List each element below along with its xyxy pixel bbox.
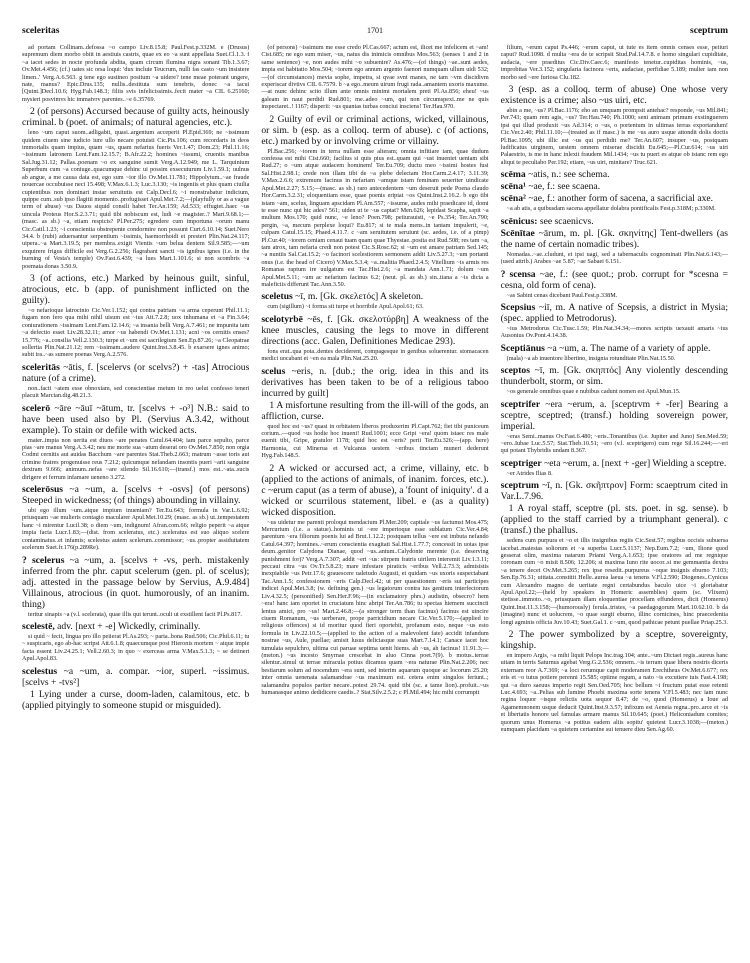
headword: sceletus — [261, 291, 293, 303]
sense-definition: 3 (esp. as a colloq. term of abuse) One whose very existence is a crime; also ~us uiri, etc. — [500, 84, 728, 107]
dictionary-entry — [501, 399, 728, 432]
citation-block: fons erat..qua pota..dentes deciderent, compagesque in genibus soluerentur. stomacacen medici uocabant et ~en ea mala Plin.Nat.25.20. — [261, 347, 489, 363]
entry-definition: adv. [next + -e] Wickedly, criminally. — [54, 620, 201, 632]
citation-block: ~ius Metrodorus Cic.Tusc.1.59; Plin.Nat.34.34;—mores scriptis uexauit amaris ~ius Ausonius Ov.Pont.4.14.38. — [500, 324, 728, 340]
sense-definition: 2 Guilty of evil or criminal actions, wicked, villainous, or sim. b (esp. as a colloq. term of abuse). c (of actions, etc.) marked by or involving crime or villainy. — [261, 113, 489, 147]
citation-block: ~eras Semi..manus Ov.Fast.6.480; ~eris..Tonantibus (i.e. Jupiter and Juno) Sen.Med.59; ~ero..Iubae Luc.5.57; Stat.Theb.10.51; ~ero (v.l. sceptrigero) cum rege Sil.16.244;—~eri qui potant Thybridis undam 8.367. — [500, 432, 728, 455]
headword: Sceptiānus — [500, 342, 545, 354]
citation-block: si quid ~ fecit, lingua pro illo peiierat Pl.As.293; ~ parta..bona Rud.506; Cic.Phil.6.11; tu ~ suspicaris, ego ab-hac scripsi Att.6.1.8; quaecumque post Hieronis mortem ~ atque impie facta essent Liv.24.25.1; Vell.2.60.3; in quo ~ exerceas arma V.Max.5.1.3; ~ se detineri Apul.Apol.83. — [22, 632, 250, 663]
entry-definition: ~ātis, f. [scelervs (or scelvs?) + -tas] Atrocious nature (of a crime). — [22, 361, 250, 384]
dictionary-entry — [261, 366, 488, 399]
sense-definition: 1 A royal staff, sceptre (pl. sts. poet. in sg. sense). b (applied to the staff carried by a triumphant general). c (transf.) the phallus. — [500, 503, 728, 537]
entry-definition: ~a ~um, a. The name of a variety of apple. — [544, 342, 711, 354]
headword: Scēnītae — [500, 227, 535, 239]
citation-block: quod hoc est ~us? quasi in orbitatem liberos produxerim Pl.Capt.762; fiet tibi puniceum corium..—quod ~us hodie hoc inueni! Rud.1001; ecce Gripi ~era! quom istaec res male euenit tibi, Gripe, gratulor 1178; quid hoc est ~eris? perii Ter.Eu.326;—(app. here) Harmonia, cui Minerua et Vulcanus uestem ~eribus tinctam muneri dederunt Hyg.Fab.148.5. — [261, 422, 489, 460]
citation-block: Nomadas..~ae..cludunt, et ipsi uagi, sed a tabernaculis cognominati Plin.Nat.6.143;—(used attrib.) Arabes ~ae 5.87; ~ae Sabaei 6.151. — [500, 250, 728, 266]
running-head — [22, 26, 728, 40]
sense-definition: 2 The power symbolized by a sceptre, sovereignty, kingship. — [500, 629, 728, 652]
dictionary-entry — [261, 314, 488, 347]
dictionary-entry — [501, 193, 728, 204]
headword: scelerōsus — [22, 484, 64, 496]
citation-block: abin a me, ~us? Pl.Bac.1176; eho an umquam prompsit antehac? responde, ~us Mil.841; Per.743; quam rem agis, ~us? Ter.Hau.740; Ph.1000; seni animam primum exstinguerem ipsi qui illud produxit ~us Ad.314; o ~us, o portentum in ultimas terras exportandum! Cic.Ver.2.40; Phil.11.10;—(treated as if masc.) is me ~us auro usque attondit dolis doctis Pl.Bac.1095; ubi illic est ~us qui perdidit me? Ter.An.607; insuper ~us, postquam ludificatus uirginem, uestem omnem miserae discidit Eu.645;—Pl.Cur.614; ~us uiri Palaestrio, is me in hanc inlexit fraudem Mil.1434; ~us tu pueri es atque ob istanc rem ego aliqui te peculiabo Per.192; etiam, ~us uiri, minitare? Truc.621. — [500, 107, 728, 166]
running-head-left-guideword: sceleritas — [22, 26, 60, 36]
dictionary-entry — [501, 269, 728, 291]
text-columns — [22, 44, 728, 954]
headword: scelerō — [22, 402, 51, 414]
citation-block: Pl.Bac.256; ~iorem in terra nullam esse alteram; omnia infitiare iam, quae dudum confessa est mihi Cist.660; facilius si quis pius est..quam qui ~ust inueniet ueniam sibi Rud.27; o ~um atque audacem hominem! Ter.Eu.709; ductu meo ~issimi hostes fusi Sal.Hist.2.98.1; crede non illam tibi de ~a plebe delectam Hor.Carm.2.4.17; 3.11.39; V.Max.2.6.6; extremum facinus in nefariam ~amque istam feminam seueriter uindicate Apul.Met.2.27; 5.15;—(masc. as sb.) raro antecedentem ~um deseruit pede Poena claudo Hor.Carm.3.2.31; eloquentiam esse, quae poenis eripiat ~os Quint.Inst.2.16.2. b ego tibi istam ~am, scelus, linguam apscidam Pl.Am.557; ~issume, audes mihi praedicare id, domi te esse nunc qui hic ades? 561; uiden ut te ~us captat? Men.626; lepidast Scapha, sapit ~a multum Mos.170; quid nunc, ~e leno? Poen.798; peiiurauisti, ~e Ps.354; Ter.An.790; pergin, ~a, mecum perplexe loqui? Eu.817; si te mala mens..in tantam impulerit, ~e, culpam Catul.15.15; Phaed.4.11.7. c ~am seruitutem seruiunt (sc. aedes, i.e. of a pimp) Pl.Cur.40; ~iorem ceniam cenaui tuam quam quae Thyestae..posita est Rud.508; res tam ~a, tam atrox, tam nefaria credi non potest Cic.S.Rosc.62; si ~um est amare patriam Sed.145; ~a nuntiis Sal.Cat.15.2; ~o facinori scelestiorem sermonem addit Liv.5.27.3; ~um portanti onus (i.e. the head of Cicero) V.Max.5.3.4; ~a..malitia Phaed.2.4.5; Vitellium ~is armis res Romanas raptum ire uulgatum est Tac.Hist.2.6; ~a mandata Ann.1.71; dolum ~um Apul.Met.5.11; ~um ac nefarium facinus 6.2; (neut. pl. as sb.) sin..tiana a ~is dicta a maleficiis differunt Tac.Ann.3.50. — [261, 147, 489, 288]
dictionary-entry — [22, 403, 249, 436]
citation-block: teritur sinapis ~a (v.l. scelerata), quae illis qui terunt..oculi ut exstillent facit Pl.Ps.817. — [28, 610, 242, 618]
entry-definition: ~era ~erum, a. [sceptrvm + -fer] Bearing a sceptre, sceptred; (transf.) holding sovereign power, imperial. — [500, 398, 728, 432]
headword: sceptrifer — [500, 398, 541, 410]
headword: ? scensa — [500, 268, 536, 280]
headword: sceleritās — [22, 361, 60, 373]
headword: scēna¹ — [500, 181, 526, 193]
citation-block: mater..impia non uerita est diuos ~are penates Catul.64.404; iam parce sepulto, parce pias ~are manus Verg.A.3.42; neu me morte sua ~atum deserat oro Ov.Met.7.850; non orgia Codmi cernitis aut auidas Bacchum ~are parentes Stat.Theb.2.663; matrum ~asse toris aut crimine fratres progenuisse reus 7.212; quicumque nefandam insontis pueri ~arit sanguine dextram 9.666; animum..nefas ~are silendo Sil.16.610;—(transf.) mos est..~ata..sucis dirigere et ferrum infamare ueneno 3.272. — [22, 436, 250, 481]
column-middle — [261, 44, 488, 954]
citation-block: non..facti ~atem esse obnoxiam, sed conscientiae metum in reo uelut confesso teneri placuit Marcian.dig.48.21.3. — [22, 384, 250, 400]
dictionary-entry — [501, 169, 728, 180]
citation-block: sedens cum purpura et ~o et illis insignibus regiis Cic.Sest.57; regibus occisis subuersa iacebat..maiestas soliorum et ~a superba Lucr.5.1137; Nep.Eum.7.2; ~um, Ilione quod gesserat olim, maxima natarum Priami Verg.A.1.653; ipse oratores ad me regnique coronam cum ~o misit 8.506; 12.206; si maxima Iuno rite uocor..si me gemmantia dextra ~a tenere decet Ov.Met.3.265; rex ipse resedit..purpureus ~oque insignis eburno 7.103; Sen.Ep.76.31; uittata..constitit Helle..aurea laeua ~a tenens V.Fl.2.590; Diogenes..Cynicus cum Alexandro magno de ueritate regni certabundus baculo uice ~i gloriabatur Apul.Apol.22;—(held by speakers in Homeric assemblies) quem (sc. Vlixem) stetisse..immoto..~o, priusquam illam eloquentiae procellam effunderes, dicit (Homerus) Quint.Inst.11.3.158;—(humorously) ferula..tristes, ~a paedagogorum Mart.10.62.10. b da (imagine) nunc et uolucrem, ~o quae surgit eburno, illinc cornicines, hinc praecedentia longi agminis officia Juv.10.43; Suet.Gal.1. c ~um, quod pathicae petunt puellae Priap.25.3. — [500, 537, 728, 626]
citation-block: ~as Sabini cenas dicebant Paul.Fest.p.338M. — [506, 291, 618, 299]
page-number: 1701 — [367, 26, 383, 35]
entry-definition: ~eris, n. [dub.; the orig. idea in this and its derivatives has been taken to be of a religious taboo incurred by guilt] — [261, 365, 489, 399]
entry-definition: ~eta ~erum, a. [next + -ger] Wielding a sceptre. — [541, 457, 727, 469]
citation-block: ~a ab atis, a quibusdam sacena appellatur dolabra pontificalis Fest.p.318M; p.330M. — [506, 205, 716, 213]
column-right — [501, 44, 728, 954]
entry-definition: ~iī, m. A native of Scepsis, a district in Mysia; (spec. applied to Metrodorus). — [500, 301, 728, 324]
headword: ? scelerus — [22, 554, 65, 566]
running-head-right-guideword: sceptrum — [690, 26, 728, 36]
dictionary-entry — [501, 480, 728, 502]
entry-definition: ~a ~um, a. [scelvs + -osvs] (of persons) Steeped in wickedness; (of things) abounding in villainy. — [22, 484, 250, 507]
sense-definition: 2 (of persons) Accursed because of guilty acts, heinously criminal. b (poet. of animals; of natural agencies, etc.). — [22, 106, 250, 129]
dictionary-entry — [261, 291, 488, 302]
column-left — [22, 44, 249, 954]
dictionary-entry — [22, 666, 249, 688]
dictionary-entry — [22, 555, 249, 610]
citation-block: en impero Argis, ~a mihi liquit Pelops Inc.trag.104; ante..~um Dictaei regis..aureus hanc uitam in terris Saturnus agebat Verg.G.2.536; omnem..~is terram quae libera nostris diceris externam reor A.7.369; ~a loci rerumque capit moderamen Erechtheus Ov.Met.6.677; rex eris et ~o tutus potiere perenni 15.585; optime regum, a nato ~is excutiere tuis Fast.4.198; qui ~a duro saeuus imperio regit Sen.Oed.705; hoc bellum ~i fructum putat esse retenti Luc.4.693; ~a..Pelias sub lumine Phoebi maxima sorte tenens V.Fl.5.483; nec iam nunc regina loquor ~isque relictis uota sequor 8.47; de ~o, quod (Homerus) a Ioue ad Agamemnonem usque deducit Quint.Inst.9.3.57; infixum est Aeneia regna..pro..arce et ~is et libertatis honore uel famulas armare manus Sil.10.645; (poet.) Heliconiadum comites; quorum unus Homerus ~a potitus eadem aliis sopitu' quietest Lucr.3.1038;—(meton.) eumquam placidam ~a quietem certamine sui tenuere dieu Sen.Ag.60. — [500, 652, 728, 734]
entry-definition: ~ae, f.: another form of sacena, a sacrificial axe. — [525, 193, 714, 205]
headword: scelestus — [22, 665, 58, 677]
headword: scelus — [261, 365, 286, 377]
sense-definition: 1 A misfortune resulting from the ill-will of the gods, an affliction, curse. — [261, 399, 489, 422]
dictionary-entry — [501, 365, 728, 387]
entry-definition: ~ēs, f. [Gk. σκελοτύρβη] A weakness of the knee muscles, causing the legs to move in different directions (acc. Galen, Definitiones Medicae 293). — [261, 313, 489, 347]
entry-definition: ~ī, m. [Gk. σκηπτός] Any violently descending thunderbolt, storm, or sim. — [500, 365, 728, 388]
headword: sceptos — [500, 365, 530, 377]
entry-definition: ~a ~um, a. [scelvs + -vs, perh. mistakenly inferred from the phr. caput scelerum (gen. pl. of scelus); adj. attested in the passage below by Servius, A.9.484] Villainous, atrocious (in quot. humorously, of an inanim. thing) — [22, 554, 250, 610]
citation-block: ~us uidetur me parenti proloqui mendacium Pl.Mer.209; capitale ~us factumst Mos.475; Mercurium (i.e. a statue)..hominis ui ~ere imperioque esse sublatum Cic.Ver.4.84; parentum ~era filiorum poenis lui ad Brut.1.12.2; postquam tellus ~ere est imbuta nefando Catul.64.397; homines..~erum conscientia exagitati Sal.Hist.1.77.7; concessit in uotas ipse deum..genitor Calydona Dianae, quod ~us..antum..Calydonte merente (i.e. deserving punishment for)? Verg.A.7.307; addit ~eri ~us: stirpem fratris uirilem interemit Liv.1.3.11; peccaui citra ~us Ov.Tr.5.8.23; mare infestare piraticis ~eribus Vell.2.73.3; admisistis inexpiabile ~us Petr.17.6; grauescere ualetudo Augusti, et quidam ~us uxoris suspectabant Tac.Ann.1.5; confessionem ~eris Calp.Decl.42; ut per quaestionem ~eris sui participes indicet Apul.Met.3.8; (w. defining gen.) ~us legatorum contra ius gentium interfectorum Liv.4.32.5; (personified) Sen.Her.F.96;—(in exclamatory phrs.) audistin, obsecro? hem ~era! hanc iam oportet in cruciatum hinc abripi Ter.An.786; tu spectas hiemem succincti lentus amici, pro ~us! Mart.2.46.8;—(a stronger term than facinus) facinus est uincire ciuem Romanum, ~us uerberare, prope parricidium necare Cic.Ver.5.170;—(applied to religious offences) si id moritur quod fieri oportebit, profanum esto, neque ~us esto formula in Liv.22.10.5;—(applied to the action of a malevolent fate) accidit infandum nostrae ~us, Aule, puellae; amisit lusus deliciasque suas Mart.7.14.1; Canace iacet hoc tumulata sepulchro, ultima cui paruae septima uenit hiems. ah ~us, ah facinus! 11.91.3;—(meton.) ~us incesto Smyrnae crescebat in aluo Cinna poet.7(9). b motus..terrae silentur..simul ut terrae miracula potius dicamus quam ~era naturae Plin.Nat.2.206; nec bestiarum solum ad nocendum ~era sunt, sed interim aquarum quoque ac locorum 25.20; inter omnia uenenata salamandrae ~us maximum est. cetera enim singulos feriunt..; salamandra populos pariter necare..potest 29.74. quid tibi (sc. a tame lion)..profuit..~us humanasque animo dedidicere caedis..? Stat.Silv.2.5.2; c Pl.Mil.494; hic mihi corrumpit — [261, 518, 489, 696]
dictionary-entry — [22, 362, 249, 384]
entry-definition: ~ae, f.: see scaena. — [525, 181, 601, 193]
dictionary-entry — [501, 216, 728, 227]
entry-definition: ~a ~um, a. compar. ~ior, superl. ~issimus. [scelvs + -tvs²] — [22, 665, 250, 688]
citation-block: leno ~um caput suom..adligabit, quasi..argentum acceperit Pl.Epid.369; ne ~issimum quidem ciuem sine iudicio iure ullo necare potuisti Cic.Pis.106; cum recordaris in deos immortalis quam impius, quam ~us, quam nefarius fueris Ver.1.47; Dom.23; Phil.11.16; ~issimum latronem Lent.Fam.12.15.7; B.Afr.22.2; homines ~issumi, cruentis manibus Sal.Jug.31.12; Pallas..poenam ~o ex sanguine sumit Verg.A.12.949; me L. Tarquinium Superbum cum ~a coniuge..quacumque dehinc ui possim exsecuturum Liv.1.59.1; uulnus ab angue, a me causa data est, ego sum ~ior illo Ov.Met.11.781; Hippolytum..~ae fraude nouercae occubuisse neci 15.498; V.Max.6.1.3; Luc.3.130; ~is ingeniis et plus quam ciuilia cupientibus non dominari instar seruitutis est Calp.Decl.6; ~i monstrabatur indicium, quippe cum..sub ipso flagitii momento..profugisset Apul.Met.7.2;—(playfully or as a vague term of abuse) ~us Dauos siquid consili habet Ter.An.159; Ad.533; effugiet..haec ~us uincula Proteus Hor.S.2.3.71; quid tibi nobiscum est, ludi ~e magister..? Mart.9.68.1;—(masc. as sb.) ~a, etiam respicis? Pl.Per.275; egredere cum importuna ~orum manu Cic.Catil.1.23; ~i conscientia obstrepente condormire non possunt Curt.6.10.14; Suet.Nero 34.4. b (rubi) aduersantur serpentium ~issimis, haemorrhoidi et presteri Plin.Nat.24.117; uipera..~a Mart.3.19.5; per membra..exigit Vientis ~um belua dentem Sil.9.585;—~um exquirere frigus difficile est Verg.G.2.256; flagrabant sancti ~is ignibus ignes (i.e. in the burning of Vesta's temple) Ov.Fast.6.439; ~a lues Mart.1.101.6; si non scombris ~a poemata donas 3.50.9. — [22, 129, 250, 270]
entry-definition: ~atis, n.: see schema. — [525, 169, 610, 181]
citation-block: (mala) ~a ab inuentore libertino, insignia rotunditate Plin.Nat.15.50. — [506, 354, 676, 362]
dictionary-entry — [501, 181, 728, 192]
citation-block: filium, ~erum caput Ps.446; ~erum caput, ut tute es item omnis censes esse, peiiuri caput? Rud.1098. d multa ~era de te scripsit Stud.Pal.14.7.8. e homo singulari cupiditate, audacia, ~ere praeditus Cic.Div.Caec.6; manifesto tenetur..cupiditas hominis, ~us, improbitas Ver.3.152; singularia facinora ~eris, audaciae, perfidiae 5.189; mulier iam non morbo sed ~ere furiosa Clu.182. — [500, 44, 728, 81]
headword: sceptriger — [500, 457, 542, 469]
dictionary-entry — [22, 484, 249, 506]
dictionary-entry — [501, 302, 728, 324]
headword: Scepsius — [500, 301, 536, 313]
headword: scelestē, — [22, 620, 55, 632]
headword: scēna² — [500, 193, 526, 205]
entry-definition: ~āre ~āuī ~ātum, tr. [scelvs + -o³] N.B.: said to have been used also by Pl. (Servius A.3.42, without example). To stain or defile with wicked acts. — [22, 402, 250, 436]
entry-definition: ~ī, n. [Gk. σκῆπτρον] Form: scaeptrum cited in Var.L.7.96. — [500, 480, 728, 503]
headword: scēma — [500, 169, 526, 181]
headword: scelotyrbē — [261, 313, 303, 325]
dictionary-entry — [501, 458, 728, 469]
sense-definition: 1 Lying under a curse, doom-laden, calamitous, etc. b (applied pityingly to someone stupid or misguided). — [22, 688, 250, 711]
entry-definition: ~ārum, m. pl. [Gk. σκηνίτης] Tent-dwellers (as the name of certain nomadic tribes). — [500, 227, 728, 250]
sense-definition: 2 A wicked or accursed act, a crime, villainy, etc. b (applied to the actions of animals, of inanim. forces, etc.). c ~erum caput (as a term of abuse), a 'fount of iniquity'. d a wicked or scurrilous statement, libel. e (as a quality) wicked disposition. — [261, 462, 489, 518]
citation-block: (of persons) ~issimum me esse credo Pl.Cas.667; actum est, ilicet me infelicem et ~am! Cist.685; ne ego sum miser, ~us, natus dis inimicis omnibus Mos.563; (senses 1 and 2 in same sentence) ~e, non audes mihi ~o subuenire? As.476;—(of things) ~ae..sunt aedes, impia est habitatio Mos.504; ~iorem ego annum argento faenori numquam ullum uidi 532;—(of circumstances) mevia sophe, impetra, si qvae svnt manes, ne tam ~vm discidivm experiscar divtivs CIL 6.7579. b ~a ego..meum uirum frugi rada..amantem uxoris maxume.—at nunc dehinc scito illum ante omnis minimi mortalem preti Pl.As.856; eheu! ~us galeam in naui perdidi Rud.801; me..adeo ~um, qui non circumspexi..me ne quis inspectaret..! 1167; disperii: ~us quantas turbas conciui insciens! Ter.Hau.970. — [261, 44, 489, 111]
entry-definition: ~ī, m. [Gk. σκελετός] A skeleton. — [292, 291, 424, 303]
citation-block: cum (sigillum) ~i forma sit turpe et horribile Apul.Apol.61; 63. — [267, 303, 424, 311]
citation-block: ~er Atrides Ilias 8. — [506, 469, 553, 477]
entry-definition: ~ae, f.: (see quot.; prob. corrupt for *scesna = cesna, old form of cena). — [500, 268, 728, 291]
citation-block: ubi ego illum ~um..atque impium inueniam? Ter.Eu.643; formula in Var.L.6.92; priusquam ~ae mulieris contagio macularer Apul.Met.10.29; (masc. as sb.) ut..tempestatem hanc ~i mirentur Lucil.38; o diem ~um, indignum! Afran.com.66; religio peperit ~a atque impia facta Lucr.1.83;—(dist. from sceleratus, etc.) sceleratus est suo aliquo scelere contaminatus..et infamis; scelestus autem scelerum..commissor; ~us..propter assiduitatem scelerum Suet.fr.176(p.289Re). — [22, 507, 250, 552]
headword: scēnicus: — [500, 215, 538, 227]
citation-block: ~o nefarioque latrocinio Cic.Ver.1.152; qui contra patriam ~a arma ceperunt Phil.11.1; fugam non fero qua mihi nihil uisum est ~ius Att.7.2.8; uox inhumana et ~a Fin.3.64; coniurationem ~issimam Lent.Fam.12.14.6; ~a insania belli Verg.A.7.461; ne impunita tam ~a defectio esset Liv.28.32.11; amor ~us habendi Ov.Met.1.131; acni ~os cernitis enses? 15.776; ~a..consilia Vell.2.130.3; turpe et ~um est sacrilegium Sen.Ep.87.26; ~a Cleopatrae sollertia Plin.Nat.21.12; rem ~issimam..audere Quint.Inst.3.8.45. b exarsere ignes animo; subit ira..~as sumere poenas Verg.A.2.576. — [22, 306, 250, 359]
citation-block: ~os generale omnibus quae e nubibus cadunt nomen est Apul.Mun.15. — [506, 388, 681, 396]
dictionary-entry — [22, 621, 249, 632]
headword: sceptrum — [500, 480, 540, 492]
sense-definition: 3 (of actions, etc.) Marked by heinous guilt, sinful, atrocious, etc. b (app. of punishment inflicted on the guilty). — [22, 272, 250, 306]
dictionary-entry — [501, 343, 728, 354]
citation-block: ad portam Collinam..defossa ~o campo Liv.8.15.8; Paul.Fest.p.332M. e (Drusus) supremum diem morbo obiit in aestiuis castris, quae ex eo ~a sunt appellata Suet.Cl.1.3. f ~a iacet sedes in nocte profunda abdita, quam circum flumina nigra sonant Tib.1.3.67; Ov.Met.4.456; (cf.) uates sic orsa loqui: 'dux inclute Teucrum, nulli fas casto ~um insistere limen..' Verg.A.6.563. g tene ego sustineo positum ~a uidere? tene meae poterant ungere, nate, manus? Epic.Drus.135; nullis..destituta sum tenebris, donec ~a tacui [Quint.]Decl.10.6; Hyg.Fab.148.3; filiis svis infelicissimis..fecit mater ~a CIL 6.25160; mysieri posvimvs hic immatvrv parentes..~e 6.35769. — [22, 44, 250, 103]
entry-definition: see scaenicvs. — [537, 215, 594, 227]
dictionary-entry — [501, 228, 728, 250]
